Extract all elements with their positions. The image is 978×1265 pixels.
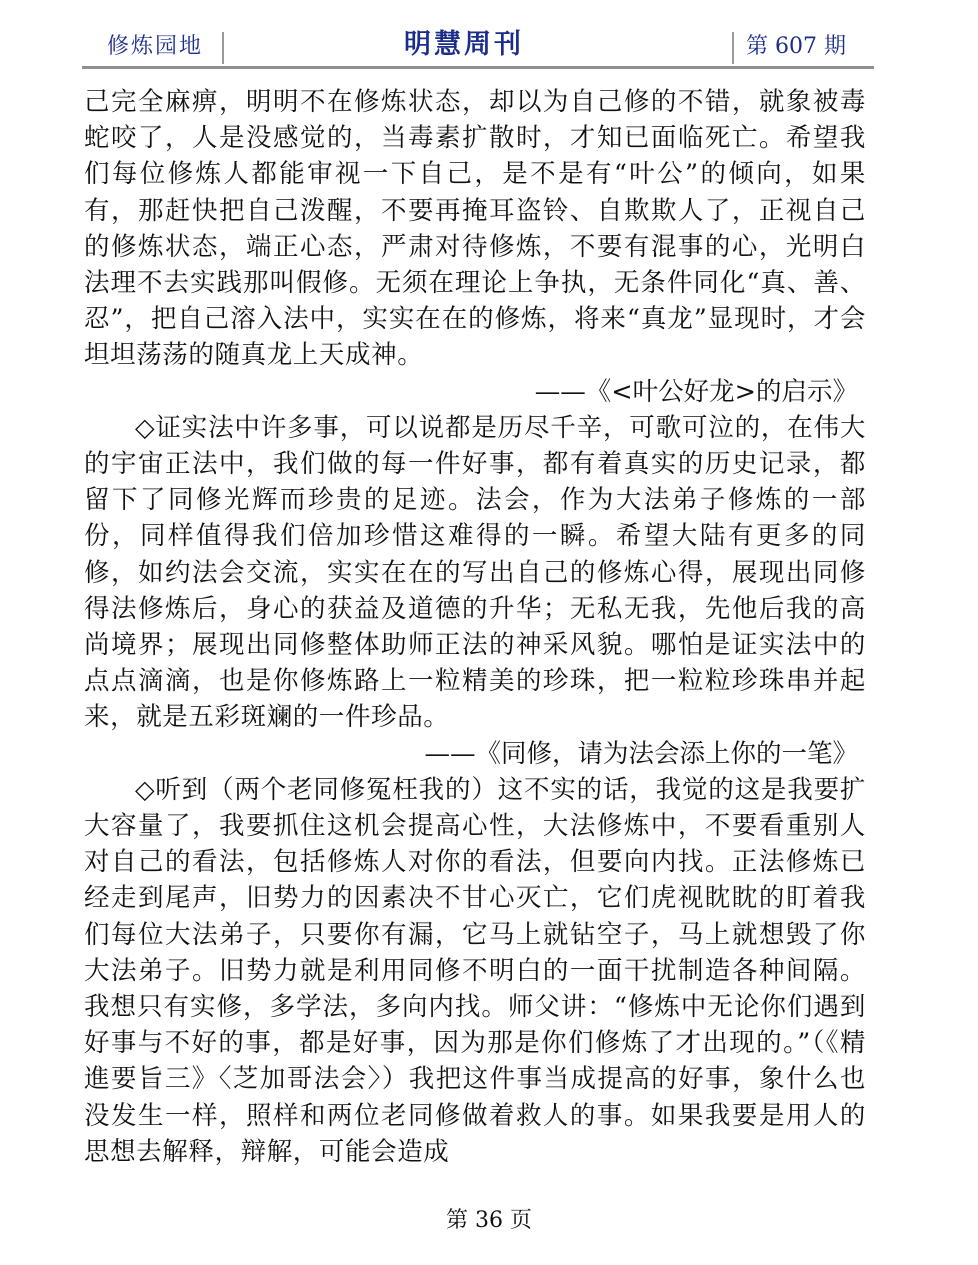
- article-body: 己完全麻痹，明明不在修炼状态，却以为自己修的不错，就象被毒蛇咬了，人是没感觉的，当毒素扩散时，才知已面临死亡。希望我们每位修炼人都能审视一下自己，是不是有“叶公”的倾向，如果有，那赶快把自己泼醒，不要再掩耳盗铃、自欺欺人了，正视自己的修炼状态，端正心态，严肃对待修炼，不要有混事的心，光明白法理不去实践那叫假修。无须在理论上争执，无条件同化“真、善、忍”，把自己溶入法中，实实在在的修炼，将来“真龙”显现时，才会坦坦荡荡的随真龙上天成神。: [84, 87, 866, 371]
- header-divider: [222, 32, 224, 64]
- page-header: [82, 28, 874, 68]
- article-body: ◇听到（两个老同修冤枉我的）这不实的话，我觉的这是我要扩大容量了，我要抓住这机会提高心性，大法修炼中，不要看重别人对自己的看法，包括修炼人对你的看法，但要向内找。正法修炼已经走到尾声，旧势力的因素决不甘心灭亡，它们虎视眈眈的盯着我们每位大法弟子，只要你有漏，它马上就钻空子，马上就想毁了你大法弟子。旧势力就是利用同修不明白的一面干扰制造各种间隔。我想只有实修，多学法，多向内找。师父讲：“修炼中无论你们遇到好事与不好的事，都是好事，因为那是你们修炼了才出现的。”（《精進要旨三》〈芝加哥法会〉）我把这件事当成提高的好事，象什么也没发生一样，照样和两位老同修做着救人的事。如果我要是用人的思想去解释，辩解，可能会造成: [84, 774, 866, 1167]
- issue-number: 第 607 期: [746, 34, 846, 59]
- section-name: 修炼园地: [107, 34, 204, 59]
- article-body: ◇证实法中许多事，可以说都是历尽千辛，可歌可泣的，在伟大的宇宙正法中，我们做的每一件好事，都有着真实的历史记录，都留下了同修光辉而珍贵的足迹。法会，作为大法弟子修炼的一部份，同样值得我们倍加珍惜这难得的一瞬。希望大陆有更多的同修，如约法会交流，实实在在的写出自己的修炼心得，展现出同修得法修炼后，身心的获益及道德的升华；无私无我，先他后我的高尚境界；展现出同修整体助师正法的神采风貌。哪怕是证实法中的点点滴滴，也是你修炼路上一粒精美的珍珠，把一粒粒珍珠串并起来，就是五彩斑斓的一件珍品。: [84, 412, 866, 733]
- publication-title: 明慧周刊: [404, 29, 524, 60]
- article-source: ——《<叶公好龙>的启示》: [534, 376, 858, 407]
- header-divider: [732, 32, 734, 64]
- header-rule: [82, 66, 874, 69]
- article-source: ——《同修，请为法会添上你的一笔》: [424, 738, 858, 769]
- page-number: 第 36 页: [446, 1208, 532, 1233]
- article-content: [84, 84, 866, 1170]
